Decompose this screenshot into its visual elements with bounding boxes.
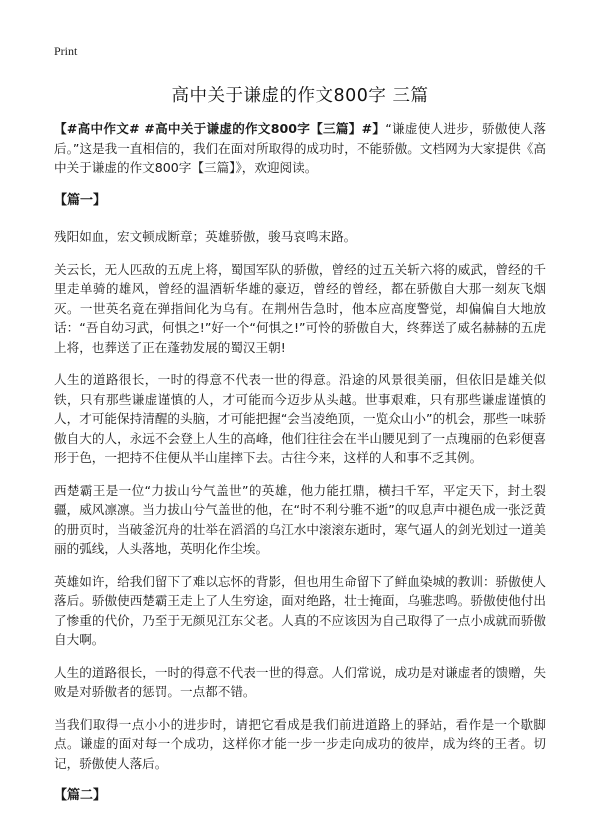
- paragraph: 人生的道路很长，一时的得意不代表一世的得意。沿途的风景很美丽，但依旧是雄关似铁，只有那些谦虚谨慎的人，才可能而今迈步从头越。世事艰难，只有那些谦虚谨慎的人，才可能保持清醒的头脑，才可能把握“会当凌绝顶，一览众山小”的机会，那些一味骄傲自大的人，永远不会登上人生的高峰，他们往往会在半山腰见到了一点瑰丽的色彩便喜形于色，一把持不住便从半山崖摔下去。古往今来，这样的人和事不乏其例。: [54, 372, 546, 465]
- intro-text: “谦虚使人进步，骄傲使人落后。”这是我一直相信的，我们在面对所取得的成功时，不能骄傲。文档网为大家提供《高中关于谦虚的作文800字【三篇】》，欢迎阅读。: [54, 121, 546, 175]
- paragraph: 当我们取得一点小小的进步时，请把它看成是我们前进道路上的驿站，看作是一个歇脚点。谦虚的面对每一个成功，这样你才能一步一步走向成功的彼岸，成为终的王者。切记，骄傲使人落后。: [54, 716, 546, 771]
- section-heading-1: 【篇一】: [54, 192, 107, 208]
- print-link[interactable]: Print: [54, 44, 78, 58]
- intro-paragraph: [54, 119, 546, 178]
- paragraph: 西楚霸王是一位“力拔山兮气盖世”的英雄，他力能扛鼎，横扫千军，平定天下，封土裂疆，威风凛凛。当力拔山兮气盖世的他，在“时不利兮骓不逝”的叹息声中褪色成一张泛黄的册页时，当破釜沉舟的壮举在滔滔的乌江水中滚滚东逝时，寒气逼人的剑光划过一道美丽的弧线，人头落地，英明化作尘埃。: [54, 482, 546, 556]
- intro-tag: 【#高中作文# #高中关于谦虚的作文800字【三篇】#】: [54, 121, 386, 136]
- document-body: [54, 119, 546, 823]
- paragraph: 英雄如许，给我们留下了难以忘怀的背影，但也用生命留下了鲜血染城的教训：骄傲使人落后。骄傲使西楚霸王走上了人生穷途，面对绝路，壮士掩面，乌骓悲鸣。骄傲使他付出了惨重的代价，乃至于无颜见江东父老。人真的不应该因为自己取得了一点小成就而骄傲自大啊。: [54, 573, 546, 647]
- document-title: 高中关于谦虚的作文800字 三篇: [171, 86, 429, 106]
- section-heading-2: 【篇二】: [54, 788, 107, 803]
- paragraph: 人生的道路很长，一时的得意不代表一世的得意。人们常说，成功是对谦虚者的馈赠，失败是对骄傲者的惩罚。一点都不错。: [54, 664, 546, 699]
- paragraph: 残阳如血，宏文顿成断章；英雄骄傲，骏马哀鸣末路。: [54, 229, 357, 244]
- paragraph: 关云长，无人匹敌的五虎上将，蜀国军队的骄傲，曾经的过五关斩六将的威武，曾经的千里走单骑的雄风，曾经的温酒斩华雄的豪迈，曾经的曾经，都在骄傲自大那一刻灰飞烟灭。一世英名竟在弹指间化为乌有。在荆州告急时，他本应高度警觉，却偏偏自大地放话：“吾自幼习武，何惧之!”好一个“何惧之!”可怜的骄傲自大，终葬送了威名赫赫的五虎上将，也葬送了正在蓬勃发展的蜀汉王朝!: [54, 261, 546, 355]
